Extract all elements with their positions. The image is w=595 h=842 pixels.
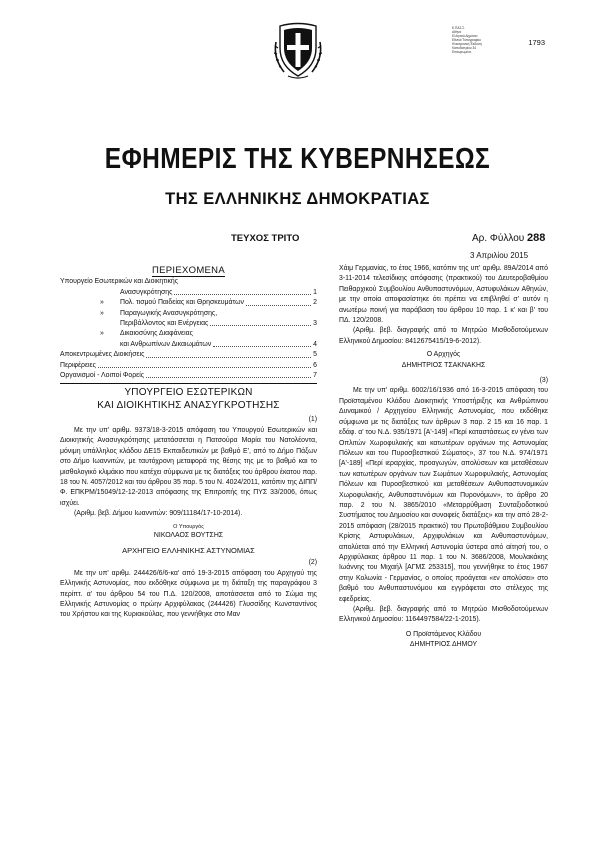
right-column xyxy=(339,264,548,651)
decision-text: Με την υπ' αριθμ. 6002/16/1936 από 16-3-2015 απόφαση του Προϊσταμένου Κλάδου Διοικητικής Υποστήριξης και Ανθρώπινου Δυναμικού / Αρχηγείου Ελληνικής Αστυνομίας, που εκδόθηκε σύμφωνα με τις διατάξεις των άρθρων 3 παρ. 2 15 και 16 παρ. 1 εδάφ. α' του Ν.Δ. 935/1971 [Α'-149] «Περί καταστάσεως εν γένει των Οπλιτών Χωροφυλακής και κατωτέρων οργάνων της Αστυνομίας Πόλεων και του Πυροσβεστικού Σώματος», 37 του Ν.Δ. 974/1971 [Α'-189] «Περί ιεραρχίας, προαγωγών, απολύσεων και μεταθέσεων των κατωτέρων οργάνων των Σωμάτων Χωροφυλακής, Αστυνομίας Πόλεων και Πυροσβεστικού και μεταθέσεων Ανθυπαστυνομικών Χωροφυλακής, Ανθυπαστυνόμων και Πυρονόμων», το άρθρο 20 παρ. 2 του Ν. 3865/2010 «Μεταρρύθμιση Συνταξιοδοτικού Συστήματος του Δημοσίου και συναφείς διατάξεις» και την από 28-2-2015 απόφαση (28/2015 πρακτικό) του Πρωτοβάθμιου Συμβουλίου Κρίσης Αστυφυλάκων, Αρχιφυλάκων και Ανθυπαστυνόμων, απολύεται από την Ελληνική Αστυνομία ύστερα από αίτησή του, ο Αρχιφύλακας άρθρου 11 παρ. 1 του Ν. 3686/2008, Μουλακάκης Ιωάννης του Μιχαήλ [ΑΓΜΣ 253315], που γεννήθηκε το έτος 1967 στην Κολωνία - Γερμανίας, ο οποίος προάγεται «εν απολύσει» στο βαθμό του Ανθυπαστυνόμου και εγγράφεται στο στέλεχος της εφεδρείας. xyxy=(339,387,548,603)
decision-reference: (Αριθμ. βεβ. διαγραφής από το Μητρώο Μισθοδοτούμενων Ελληνικού Δημοσίου: 8412675415/19-6-2012). xyxy=(339,327,548,345)
ministry-heading: ΥΠΟΥΡΓΕΙΟ ΕΣΩΤΕΡΙΚΩΝ ΚΑΙ ΔΙΟΙΚΗΤΙΚΗΣ ΑΝΑΣΥΓΚΡΟΤΗΣΗΣ xyxy=(97,387,280,411)
signatory-role: Ο Υπουργός xyxy=(173,523,204,530)
signatory-name: ΔΗΜΗΤΡΙΟΣ ΔΗΜΟΥ xyxy=(409,641,478,649)
signatory-name: ΔΗΜΗΤΡΙΟΣ ΤΣΑΚΝΑΚΗΣ xyxy=(401,361,486,369)
toc-line-1: Υπουργείο Εσωτερικών και Διοικητικής xyxy=(60,278,179,286)
electronic-certification-stamp: Ε.ΠΑΣ.Σ. Αθήνα Ελληνικό Δημόσιο Εθνικό Τυπογραφείο Ηλεκτρονική Έκδοση Καποδιστρίου 34 Επικυρωμένο xyxy=(452,26,482,54)
issue-date: 3 Απριλίου 2015 xyxy=(470,251,529,260)
gazette-title: ΕΦΗΜΕΡΙΣ ΤΗΣ ΚΥΒΕΡΝΗΣΕΩΣ xyxy=(104,143,491,175)
decision-number: (1) xyxy=(308,416,317,424)
signatory-role: Ο Αρχηγός xyxy=(426,351,461,359)
signatory-role: Ο Προϊστάμενος Κλάδου xyxy=(405,630,482,638)
gazette-subtitle: ΤΗΣ ΕΛΛΗΝΙΚΗΣ ΔΗΜΟΚΡΑΤΙΑΣ xyxy=(165,190,430,208)
toc-row-5: Αποκεντρωμένες Διοικήσεις 5 xyxy=(60,351,317,359)
sheet-label: Αρ. Φύλλου xyxy=(472,233,525,244)
decision-text: Με την υπ' αριθμ. 9373/18-3-2015 απόφαση του Υπουργού Εσωτερικών και Διοικητικής Ανασυγκρότησης μετατάσσεται η Πατσούρα Μαρία του Νατολέοντα, μόνιμη υπάλληλος κλάδου ΔΕ15 Εκπαιδευτικών με βαθμό Ε', από το Δήμο Πάξων στο Δήμο Ιωαννιτών, με ταυτόχρονη μεταφορά της θέσης της με το βαθμό και το μισθολογικό κλιμάκιο που κατέχει σύμφωνα με τις διατάξεις του άρθρου έκατου παρ. 18 του Ν. 4057/2012 και του άρθρου 35 παρ. 5 του Ν. 4024/2011, κατόπιν της ΔΙΠΠ/Φ. ΕΠΚΡΜ/15049/12-12-2013 απόφασης της Επιτροπής της ΠΥΣ 33/2006, όπως ισχύει. xyxy=(60,426,317,507)
decision-reference: (Αριθμ. βεβ. διαγραφής από το Μητρώο Μισθοδοτούμενων Ελληνικού Δημοσίου: 1164497584/22-1-2015). xyxy=(339,606,548,624)
toc-row-6: Περιφέρειες 6 xyxy=(60,361,317,369)
decision-text: Με την υπ' αριθμ. 244426/6/6-κα' από 19-3-2015 απόφαση του Αρχηγού της Ελληνικής Αστυνομίας, που εκδόθηκε σύμφωνα με τη διάταξη της παραγράφου 3 περίπτ. α' του άρθρου 54 του Π.Δ. 120/2008, αποτάσσεται από το Σώμα της Ελληνικής Αστυνομίας ο πρώην Αρχιφύλακας (244426) Γλυσσίδης Κωνσταντίνος του Χρήστου και της Κυριακούλας, που γεννήθηκε στο Μαν xyxy=(60,569,317,619)
decision-number: (2) xyxy=(308,559,317,567)
divider xyxy=(60,383,317,384)
sheet-number xyxy=(472,232,545,244)
police-heading: ΑΡΧΗΓΕΙΟ ΕΛΛΗΝΙΚΗΣ ΑΣΤΥΝΟΜΙΑΣ xyxy=(122,545,255,555)
greek-coat-of-arms-seal xyxy=(274,22,322,80)
toc-row-4a: » Δικαιοσύνης Διαφάνειας xyxy=(100,330,193,338)
decision-text: Χάιμ Γερμανίας, το έτος 1966, κατόπιν της υπ' αριθμ. 89Α/2014 από 3-11-2014 τελεσίδικης απόφασης (πρακτικού) του Δευτεροβαθμίου Πειθαρχικού Συμβουλίου Ανθυπαστυνόμων, Αστυφυλάκων Αθηνών, με την οποία αποφασίστηκε ότι πρέπει να επιβληθεί σ' αυτόν η ανωτέρω ποινή για παράβαση του άρθρου 10 παρ. 1 κ' και β' του ΠΔ. 120/2008. xyxy=(339,265,548,325)
issue-series: ΤΕΥΧΟΣ ΤΡΙΤΟ xyxy=(231,233,300,244)
toc-row-1: Ανασυγκρότησης 1 xyxy=(120,288,317,296)
page-number: 1793 xyxy=(528,38,545,47)
toc-row-3a: » Παραγωγικής Ανασυγκρότησης, xyxy=(100,309,218,317)
toc-row-2: » Πολ. τισμού Παιδείας και Θρησκευμάτων 2 xyxy=(100,299,317,307)
toc-heading: ΠΕΡΙΕΧΟΜΕΝΑ xyxy=(152,265,225,276)
left-column xyxy=(60,264,317,621)
decision-number: (3) xyxy=(539,377,548,385)
toc-row-4: και Ανθρωπίνων Δικαιωμάτων 4 xyxy=(120,340,317,348)
decision-reference: (Αριθμ. βεβ. Δήμου Ιωαννιτών: 909/11184/17-10-2014). xyxy=(74,510,243,518)
toc-row-3: Περιβάλλοντος και Ενέργειας 3 xyxy=(120,320,317,328)
toc-row-7: Οργανισμοί - Λοιποί Φορείς 7 xyxy=(60,372,317,380)
sheet-number-value: 288 xyxy=(527,232,546,244)
signatory-name: ΝΙΚΟΛΑΟΣ ΒΟΥΤΣΗΣ xyxy=(153,531,224,539)
